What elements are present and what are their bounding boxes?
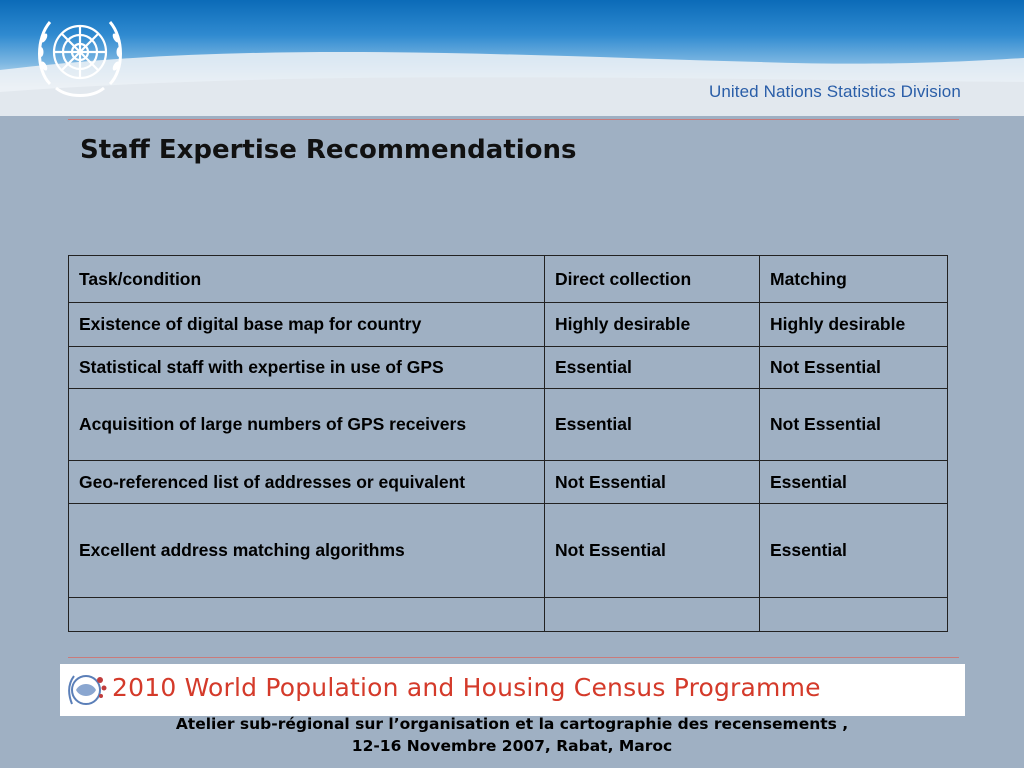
recommendations-table — [68, 255, 948, 632]
banner-title: 2010 World Population and Housing Census Programme — [112, 673, 821, 702]
top-divider — [68, 119, 959, 120]
table-cell: Existence of digital base map for country — [69, 303, 545, 347]
footer-line-2: 12-16 Novembre 2007, Rabat, Maroc — [351, 737, 673, 755]
census-banner — [60, 664, 965, 716]
un-emblem-icon — [26, 8, 134, 108]
table-cell: Acquisition of large numbers of GPS receivers — [69, 389, 545, 461]
table-row — [69, 389, 948, 461]
table-row — [69, 347, 948, 389]
table-cell — [545, 598, 760, 632]
division-label: United Nations Statistics Division — [709, 82, 961, 101]
table-cell: Essential — [545, 389, 760, 461]
table-row — [69, 598, 948, 632]
slide-title: Staff Expertise Recommendations — [80, 135, 577, 165]
table-cell: Essential — [760, 504, 948, 598]
table-cell: Highly desirable — [545, 303, 760, 347]
table-row — [69, 303, 948, 347]
header-cell: Direct collection — [545, 256, 760, 303]
table-header-row — [69, 256, 948, 303]
table-cell — [760, 598, 948, 632]
table-cell: Essential — [545, 347, 760, 389]
footer-line-1: Atelier sub-régional sur l’organisation et la cartographie des recensements , — [175, 715, 849, 733]
table-cell: Geo-referenced list of addresses or equivalent — [69, 461, 545, 504]
census-programme-logo-icon — [66, 668, 110, 712]
table-row — [69, 461, 948, 504]
table-cell: Not Essential — [760, 389, 948, 461]
table-cell: Highly desirable — [760, 303, 948, 347]
header-cell: Matching — [760, 256, 948, 303]
table-cell: Statistical staff with expertise in use of GPS — [69, 347, 545, 389]
table-cell: Essential — [760, 461, 948, 504]
table-cell: Excellent address matching algorithms — [69, 504, 545, 598]
table-cell: Not Essential — [545, 461, 760, 504]
bottom-divider — [68, 657, 959, 658]
table-cell: Not Essential — [545, 504, 760, 598]
table-cell: Not Essential — [760, 347, 948, 389]
header-cell: Task/condition — [69, 256, 545, 303]
header-bar — [0, 0, 1024, 116]
table-row — [69, 504, 948, 598]
table-cell — [69, 598, 545, 632]
